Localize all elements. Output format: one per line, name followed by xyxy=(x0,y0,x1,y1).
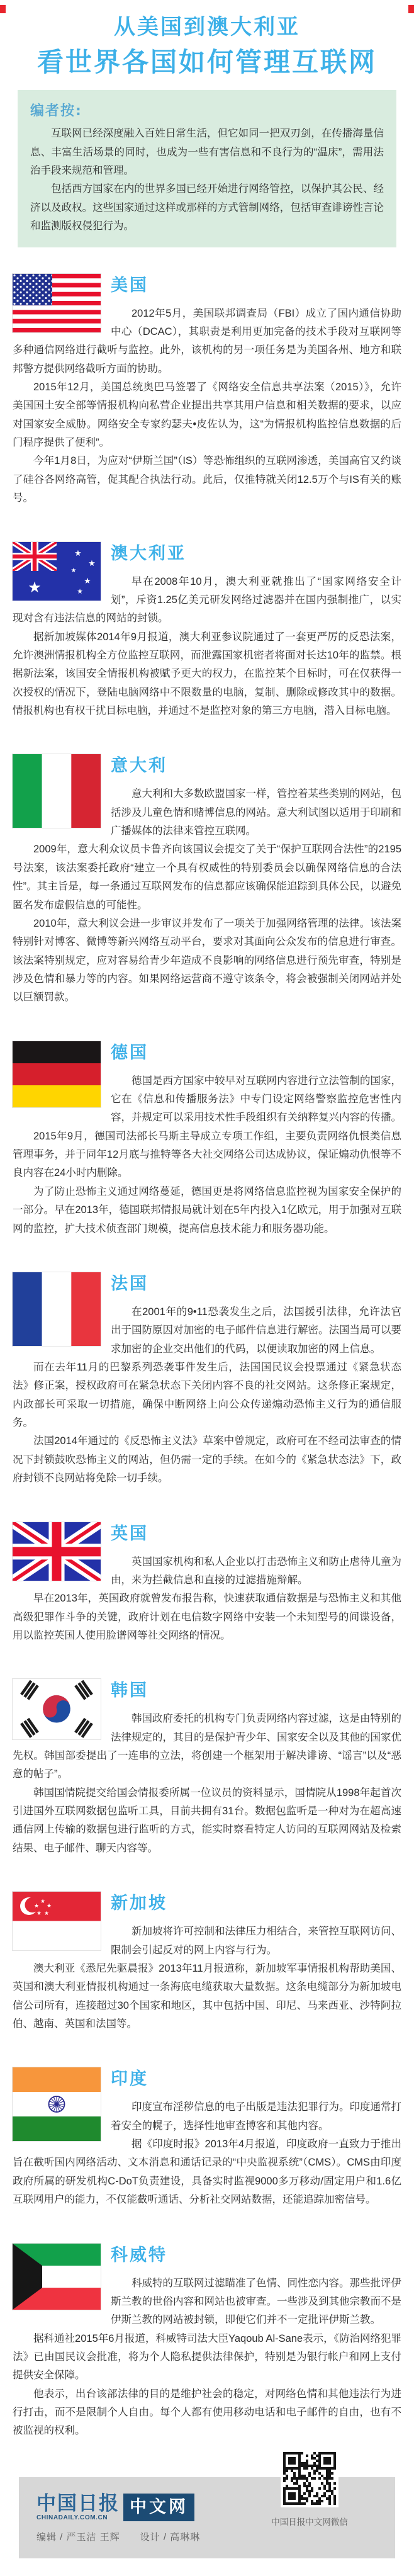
country-paragraph: 2012年5月，美国联邦调查局（FBI）成立了国内通信协助中心（DCAC），其职责是利用更加完备的技术手段对互联网等多种通信网络进行截听与监控。此外，该机构的另一项任务是为美国各州、地方和联邦警方提供网络截听方面的协助。 xyxy=(13,307,401,375)
country-heading-india: 印度 xyxy=(111,2069,148,2089)
kuwait-flag-icon xyxy=(13,2244,101,2310)
svg-text:★: ★ xyxy=(33,1903,40,1910)
editor-note-label: 编者按: xyxy=(30,103,82,120)
section-italy xyxy=(13,752,401,1007)
country-heading-singapore: 新加坡 xyxy=(111,1894,167,1914)
svg-text:★: ★ xyxy=(46,1903,52,1910)
section-singapore xyxy=(13,1889,401,2033)
credits-line: 编辑 / 严玉洁 王辉 设计 / 高琳琳 xyxy=(36,2531,201,2543)
country-paragraph: 2010年，意大利议会进一步审议并发布了一项关于加强网络管理的法律。该法案特别针对博客、微博等新兴网络互动平台，要求对其面向公众发布的信息进行审查。该法案特别规定，应对容易给青少年造成不良影响的网络信息进行预先审查，特别是涉及色情和暴力等的内容。如果网络运营商不遵守该条令，将会被强制关闭网站并处以巨额罚款。 xyxy=(13,917,401,1003)
section-india xyxy=(13,2065,401,2209)
qr-code-icon xyxy=(281,2449,338,2507)
svg-text:★: ★ xyxy=(36,1911,42,1918)
country-paragraph: 今年1月8日，为应对“伊斯兰国”（IS）等恐怖组织的互联网渗透，美国高官又约谈了硅谷各网络高管，促其配合执法行动。此后，仅推特就关闭12.5万个与IS有关的账号。 xyxy=(13,455,401,504)
svg-text:★: ★ xyxy=(77,587,83,596)
section-kuwait xyxy=(13,2241,401,2441)
svg-text:★: ★ xyxy=(74,548,82,558)
usa-flag-icon xyxy=(13,274,101,332)
country-paragraph: 据新加坡媒体2014年9月报道，澳大利亚参议院通过了一套更严厉的反恐法案，允许澳洲情报机构全方位监控互联网，而泄露国家机密者将面对长达10年的监禁。根据新法案，该国安全情报机构被赋予更大的权力，在监控某个目标时，可在仅获得一次授权的情况下，登陆电脑网络中不限数量的电脑，复制、删除或修改其中的数据。情报机构也有权干扰目标电脑，并通过不是监控对象的第三方电脑，潜入目标电脑。 xyxy=(13,631,401,717)
country-heading-uk: 英国 xyxy=(111,1523,148,1544)
south-korea-flag-icon xyxy=(13,1679,101,1739)
chinadaily-logo-badge: 中文网 xyxy=(123,2494,194,2521)
country-heading-germany: 德国 xyxy=(111,1042,148,1063)
qr-block xyxy=(259,2449,360,2528)
country-paragraph: 据《印度时报》2013年4月报道，印度政府一直致力于推出旨在截听国内网络活动、文本消息和通话记录的“中央监视系统”（CMS）。CMS由印度政府所属的研发机构C-DoT负责建设，具备实时监视9000多万移动/固定用户和1.6亿互联网用户的能力，不仅能截听通话、分析社交网站数据，还能追踪加密信号。 xyxy=(13,2138,401,2206)
country-paragraph: 韩国国情院提交给国会情报委所属一位议员的资料显示，国情院从1998年起首次引进国外互联网数据包监听工具，目前共拥有31台。数据包监听是一种对为在超高速通信网上传输的数据包进行监听的方式，能实时察看特定人访问的互联网网站及检索结果、电子邮件、聊天内容等。 xyxy=(13,1787,401,1854)
section-france xyxy=(13,1270,401,1488)
editor-note-box xyxy=(18,90,396,247)
country-paragraph: 2015年9月，德国司法部长马斯主导成立专项工作组，主要负责网络仇恨类信息管理事务，并于同年12月底与推特等各大社交网络公司达成协议，保证煽动仇恨等不良内容在24小时内删除。 xyxy=(13,1130,401,1179)
svg-text:★: ★ xyxy=(88,558,96,568)
section-usa xyxy=(13,271,401,508)
svg-text:★: ★ xyxy=(70,567,77,574)
country-paragraph: 早在2013年，英国政府就曾发布报告称，快速获取通信数据是与恐怖主义和其他高级犯罪作斗争的关键，政府计划在电信数字网络中安装一个未知型号的间谍设备，用以监控英国人使用脸谱网等社交网络的情况。 xyxy=(13,1593,401,1641)
country-paragraph: 意大利和大多数欧盟国家一样，管控着某些类别的网站，包括涉及儿童色情和赌博信息的网站。意大利试图以适用于印刷和广播媒体的法律来管控互联网。 xyxy=(111,788,401,837)
corner-mark-right xyxy=(408,5,414,13)
country-heading-south-korea: 韩国 xyxy=(111,1681,148,1701)
country-paragraph: 澳大利亚《悉尼先驱晨报》2013年11月报道称，新加坡军事情报机构帮助美国、英国和澳大利亚情报机构通过一条海底电缆获取大量数据。这条电缆部分为新加坡电信公司所有，连接超过30个国家和地区，其中包括中国、印尼、马来西亚、沙特阿拉伯、越南、英国和法国等。 xyxy=(13,1962,401,2030)
country-paragraph: 据科通社2015年6月报道，科威特司法大臣Yaqoub Al-Sane表示，《防治网络犯罪法》已由国民议会批准，将为个人隐私提供法律保护，特别是为银行帐户和网上支付提供安全保障。 xyxy=(13,2332,401,2381)
country-paragraph: 科威特的互联网过滤瞄准了色情、同性恋内容。那些批评伊斯兰教的世俗内容和网站也被审查。一些涉及到其他宗教而不是伊斯兰教的网站被封锁，即便它们并不一定批评伊斯兰教。 xyxy=(111,2277,401,2326)
svg-text:★: ★ xyxy=(28,578,42,596)
editor-note-paragraph: 互联网已经深度融入百姓日常生活，但它如同一把双刃剑，在传播海量信息、丰富生活场景的同时，也成为一些有害信息和不良行为的“温床”，需用法治手段来规范和管理。 xyxy=(30,128,384,177)
country-paragraph: 而在去年11月的巴黎系列恐袭事件发生后，法国国民议会投票通过《紧急状态法》修正案，授权政府可在紧急状态下关闭内容不良的社交网站。这条修正案规定，内政部长可采取一切措施，确保中断网络上向公众传递煽动恐怖主义行为的通信服务。 xyxy=(13,1362,401,1429)
india-flag-icon xyxy=(13,2067,101,2141)
country-paragraph: 韩国政府委托的机构专门负责网络内容过滤，这是由特别的法律规定的，其目的是保护青少年、国家安全以及其他的国家优先权。韩国部委提出了一连串的立法，将创建一个框架用于解决诽谤、“谣言”以及“恶意的帖子”。 xyxy=(13,1713,401,1780)
uk-flag-icon xyxy=(13,1522,101,1581)
chinadaily-logo-main: 中国日报 xyxy=(36,2492,120,2514)
country-paragraph: 早在2008年10月，澳大利亚就推出了“国家网络安全计划”，斥资1.25亿美元研发网络过滤器并在国内强制推广，以实现对含有违法信息的网站的封锁。 xyxy=(13,575,401,624)
page-header xyxy=(0,0,414,77)
section-germany xyxy=(13,1039,401,1238)
country-heading-australia: 澳大利亚 xyxy=(111,543,186,563)
country-heading-kuwait: 科威特 xyxy=(111,2245,167,2265)
country-heading-italy: 意大利 xyxy=(111,756,167,776)
footer xyxy=(19,2477,395,2558)
country-paragraph: 在2001年的9•11恐袭发生之后，法国援引法律，允许法官出于国防原因对加密的电子邮件信息进行解密。法国当局可以要求加密的企业交出他们的代码，以便读取加密的网上信息。 xyxy=(111,1306,401,1355)
country-paragraph: 印度宣布淫秽信息的电子出版是违法犯罪行为。印度通常打着安全的幌子，选择性地审查博客和其他内容。 xyxy=(111,2101,401,2132)
country-heading-france: 法国 xyxy=(111,1274,148,1294)
country-paragraph: 2015年12月，美国总统奥巴马签署了《网络安全信息共享法案（2015）》，允许美国国土安全部等情报机构向私营企业提出共享其用户信息和相关数据的要求，以应对国家安全威胁。网络安全专家约瑟夫•皮佐认为，这“为情报机构监控信息数据的后门程序提供了便利”。 xyxy=(13,381,401,449)
country-paragraph: 新加坡将许可控制和法律压力相结合，来管控互联网访问、限制会引起反对的网上内容与行为。 xyxy=(111,1926,401,1956)
page-title-line1: 从美国到澳大利亚 xyxy=(114,14,300,40)
country-paragraph: 2009年，意大利众议员卡鲁齐向该国议会提交了关于“保护互联网合法性”的2195号法案，该法案委托政府“建立一个具有权威性的特别委员会以确保网络信息的合法性”。其主旨是，每一条通过互联网发布的信息都应该确保能追踪到具体公民，以避免匿名发布虚假信息的可能性。 xyxy=(13,844,401,911)
france-flag-icon xyxy=(13,1272,101,1346)
country-heading-usa: 美国 xyxy=(111,275,148,295)
country-paragraph: 法国2014年通过的《反恐怖主义法》草案中曾规定，政府可在不经司法审查的情况下封锁鼓吹恐怖主义的网站，但仍需一定的手续。在如今的《紧急状态法》下，政府封锁不良网站将免除一切手续。 xyxy=(13,1435,401,1484)
country-paragraph: 他表示，出台该部法律的目的是维护社会的稳定，对网络色情和其他违法行为进行打击，而不是限制个人自由。每个人都有使用移动电话和电子邮件的自由，也有不被监视的权利。 xyxy=(13,2388,401,2437)
australia-flag-icon xyxy=(13,542,101,601)
svg-text:★: ★ xyxy=(84,576,91,586)
chinadaily-logo-sub: CHINADAILY.COM.CN xyxy=(36,2514,108,2521)
country-paragraph: 英国国家机构和私人企业以打击恐怖主义和防止虐待儿童为由，来为拦截信息和直接的过滤措施辩解。 xyxy=(111,1556,401,1586)
corner-mark-left xyxy=(0,5,6,13)
country-paragraph: 德国是西方国家中较早对互联网内容进行立法管制的国家，它在《信息和传播服务法》中专门设定网络警察监控危害性内容，并规定可以采用技术性手段组织有关纳粹复兴内容的传播。 xyxy=(111,1075,401,1124)
qr-caption: 中国日报中文网微信 xyxy=(271,2517,348,2527)
svg-text:★: ★ xyxy=(40,1899,46,1906)
svg-text:★: ★ xyxy=(43,1911,50,1918)
italy-flag-icon xyxy=(13,754,101,828)
editor-note-paragraph: 包括西方国家在内的世界多国已经开始进行网络管控，以保护其公民、经济以及政权。这些国家通过这样或那样的方式管制网络，包括审查诽谤性言论和监测版权侵犯行为。 xyxy=(30,183,384,232)
germany-flag-icon xyxy=(13,1041,101,1107)
page-title-line2: 看世界各国如何管理互联网 xyxy=(36,47,377,78)
country-paragraph: 为了防止恐怖主义通过网络蔓延，德国更是将网络信息监控视为国家安全保护的一部分。早在2013年，德国联邦情报局就计划在5年内投入1亿欧元，用于加强对互联网的监控，扩大技术侦查部门规模，提高信息技术能力和服务器功能。 xyxy=(13,1185,401,1234)
section-australia xyxy=(13,539,401,721)
section-uk xyxy=(13,1520,401,1646)
singapore-flag-icon xyxy=(13,1892,101,1950)
section-south-korea xyxy=(13,1676,401,1858)
